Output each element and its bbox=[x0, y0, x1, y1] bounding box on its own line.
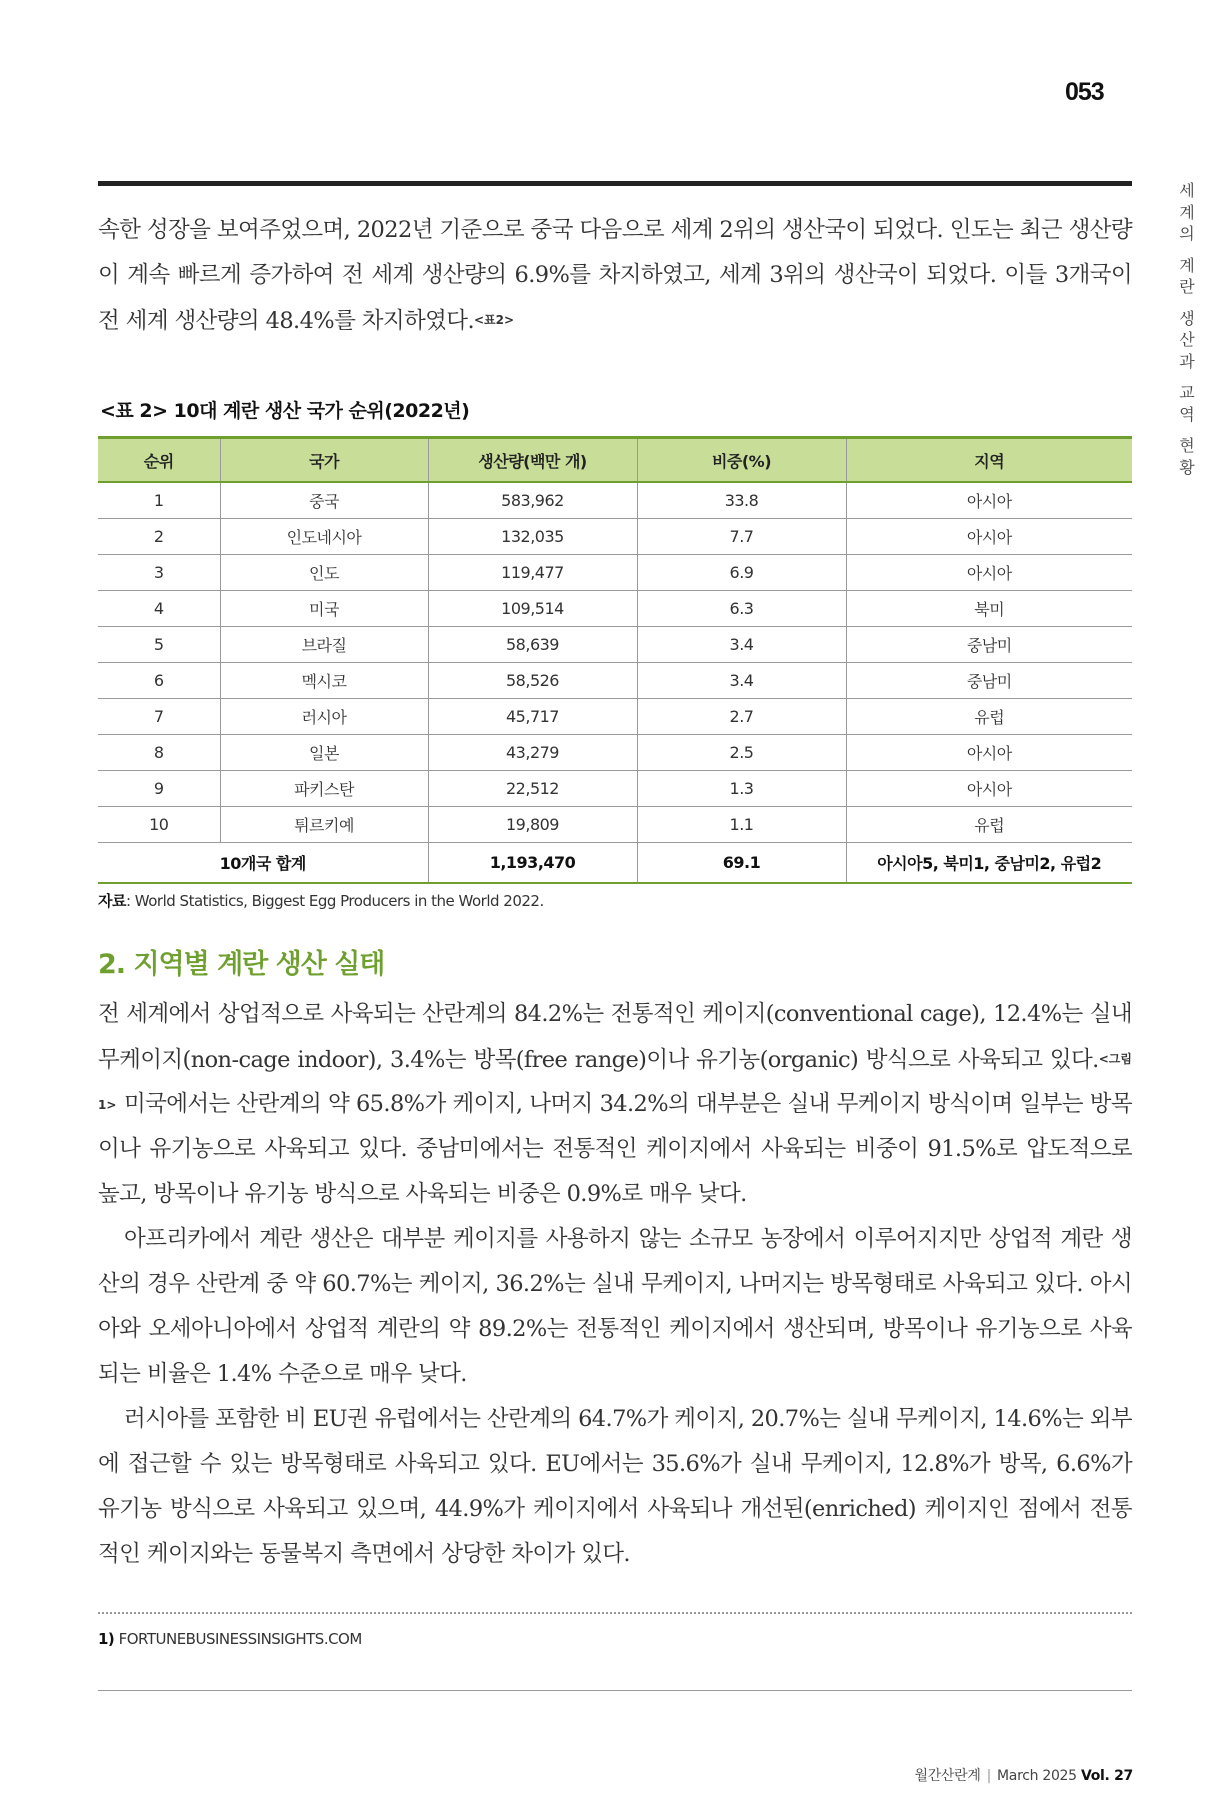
issue-date: March 2025 bbox=[997, 1768, 1077, 1784]
table-cell: 러시아 bbox=[220, 699, 428, 735]
bottom-rule bbox=[98, 1690, 1132, 1691]
table-row bbox=[98, 627, 1132, 663]
table-cell: 58,639 bbox=[428, 627, 637, 663]
table-cell: 북미 bbox=[846, 591, 1132, 627]
table-row bbox=[98, 771, 1132, 807]
column-header: 국가 bbox=[220, 438, 428, 483]
side-label-char: 세 bbox=[1179, 181, 1195, 200]
table-source bbox=[98, 890, 544, 911]
side-label-char: 란 bbox=[1179, 277, 1195, 296]
table-cell: 일본 bbox=[220, 735, 428, 771]
table-cell: 2.7 bbox=[637, 699, 846, 735]
table-cell: 1 bbox=[98, 482, 220, 519]
total-cell: 아시아5, 북미1, 중남미2, 유럽2 bbox=[846, 843, 1132, 884]
table-cell: 브라질 bbox=[220, 627, 428, 663]
section-paragraph-4: 러시아를 포함한 비 EU권 유럽에서는 산란계의 64.7%가 케이지, 20.7%는 실내 무케이지, 14.6%는 외부에 접근할 수 있는 방목형태로 사육되고 있다. EU에서는 35.6%가 실내 무케이지, 12.8%가 방목, 6.6%가 유기농 방식으로 사육되고 있으며, 44.9%가 케이지에서 사육되나 개선된(enriched) 케이지인 점에서 전통적인 케이지와는 동물복지 측면에서 상당한 차이가 있다. bbox=[98, 1406, 1132, 1567]
table-cell: 중남미 bbox=[846, 627, 1132, 663]
table-cell: 6.3 bbox=[637, 591, 846, 627]
table-cell: 1.3 bbox=[637, 771, 846, 807]
table-cell: 인도 bbox=[220, 555, 428, 591]
table-total-row bbox=[98, 843, 1132, 884]
side-label-char: 의 bbox=[1179, 224, 1195, 243]
magazine-name: 월간산란계 bbox=[914, 1768, 981, 1784]
table-cell: 2.5 bbox=[637, 735, 846, 771]
table-cell: 109,514 bbox=[428, 591, 637, 627]
table-cell: 아시아 bbox=[846, 771, 1132, 807]
table-cell: 유럽 bbox=[846, 699, 1132, 735]
table-row bbox=[98, 519, 1132, 555]
footnote-number: 1) bbox=[98, 1630, 115, 1648]
table-cell: 6 bbox=[98, 663, 220, 699]
table-cell: 1.1 bbox=[637, 807, 846, 843]
table-cell: 인도네시아 bbox=[220, 519, 428, 555]
table-cell: 파키스탄 bbox=[220, 771, 428, 807]
table-cell: 8 bbox=[98, 735, 220, 771]
total-cell: 1,193,470 bbox=[428, 843, 637, 884]
table-cell: 튀르키예 bbox=[220, 807, 428, 843]
side-label-char bbox=[1176, 298, 1198, 308]
column-header: 비중(%) bbox=[637, 438, 846, 483]
table-cell: 45,717 bbox=[428, 699, 637, 735]
table-row bbox=[98, 555, 1132, 591]
table-cell: 9 bbox=[98, 771, 220, 807]
table-cell: 중남미 bbox=[846, 663, 1132, 699]
figure-ref: <그림 1> bbox=[98, 1052, 1132, 1112]
table-cell: 2 bbox=[98, 519, 220, 555]
source-text: : World Statistics, Biggest Egg Producers in the World 2022. bbox=[125, 892, 544, 910]
table-cell: 유럽 bbox=[846, 807, 1132, 843]
table-cell: 아시아 bbox=[846, 519, 1132, 555]
table-cell: 43,279 bbox=[428, 735, 637, 771]
table-row bbox=[98, 482, 1132, 519]
page-number: 053 bbox=[1065, 78, 1104, 106]
table-cell: 19,809 bbox=[428, 807, 637, 843]
table-cell: 아시아 bbox=[846, 555, 1132, 591]
footnote bbox=[98, 1630, 362, 1648]
table-cell: 33.8 bbox=[637, 482, 846, 519]
table-cell: 4 bbox=[98, 591, 220, 627]
paragraph-1-text: 전 세계에서 상업적으로 사육되는 산란계의 84.2%는 전통적인 케이지(conventional cage), 12.4%는 실내 무케이지(non-cage indoor), 3.4%는 방목(free range)이나 유기농(organic) 방식으로 사육되고 있다. bbox=[98, 1001, 1132, 1073]
table-header-row bbox=[98, 438, 1132, 483]
egg-production-table bbox=[98, 436, 1132, 884]
side-label-char bbox=[1176, 425, 1198, 435]
side-section-label bbox=[1176, 180, 1198, 478]
column-header: 지역 bbox=[846, 438, 1132, 483]
source-label: 자료 bbox=[98, 892, 126, 910]
intro-text: 속한 성장을 보여주었으며, 2022년 기준으로 중국 다음으로 세계 2위의 생산국이 되었다. 인도는 최근 생산량이 계속 빠르게 증가하여 전 세계 생산량의 6.9%를 차지하였고, 세계 3위의 생산국이 되었다. 이들 3개국이 전 세계 생산량의 48.4%를 차지하였다. bbox=[98, 217, 1132, 334]
table-cell: 멕시코 bbox=[220, 663, 428, 699]
table-cell: 3 bbox=[98, 555, 220, 591]
footer-separator: | bbox=[986, 1768, 992, 1784]
side-label-char: 계 bbox=[1179, 255, 1195, 275]
page-footer bbox=[914, 1765, 1133, 1785]
table-cell: 3.4 bbox=[637, 663, 846, 699]
table-cell: 미국 bbox=[220, 591, 428, 627]
table-row bbox=[98, 663, 1132, 699]
side-label-char: 현 bbox=[1179, 436, 1195, 455]
total-cell: 69.1 bbox=[637, 843, 846, 884]
table-cell: 중국 bbox=[220, 482, 428, 519]
table-cell: 119,477 bbox=[428, 555, 637, 591]
volume: Vol. 27 bbox=[1080, 1768, 1133, 1784]
footnote-text: FORTUNEBUSINESSINSIGHTS.COM bbox=[118, 1630, 362, 1648]
side-label-char: 역 bbox=[1179, 404, 1195, 424]
table-cell: 132,035 bbox=[428, 519, 637, 555]
table-row bbox=[98, 591, 1132, 627]
side-label-char: 생 bbox=[1179, 308, 1195, 328]
table-row bbox=[98, 699, 1132, 735]
table-cell: 58,526 bbox=[428, 663, 637, 699]
footnote-divider bbox=[98, 1612, 1132, 1614]
table-cell: 22,512 bbox=[428, 771, 637, 807]
table-ref: <표2> bbox=[474, 313, 515, 327]
table-cell: 5 bbox=[98, 627, 220, 663]
table-cell: 10 bbox=[98, 807, 220, 843]
side-label-char: 산 bbox=[1179, 330, 1195, 349]
table-row bbox=[98, 735, 1132, 771]
table-cell: 아시아 bbox=[846, 482, 1132, 519]
section-title: 2. 지역별 계란 생산 실태 bbox=[98, 949, 385, 980]
table-cell: 3.4 bbox=[637, 627, 846, 663]
section-paragraph-2: 미국에서는 산란계의 약 65.8%가 케이지, 나머지 34.2%의 대부분은 실내 무케이지 방식이며 일부는 방목이나 유기농으로 사육되고 있다. 중남미에서는 전통적인 케이지에서 사육되는 비중이 91.5%로 압도적으로 높고, 방목이나 유기농 방식으로 사육되는 비중은 0.9%로 매우 낮다. bbox=[98, 1091, 1132, 1207]
side-label-char bbox=[1176, 245, 1198, 255]
column-header: 생산량(백만 개) bbox=[428, 438, 637, 483]
table-cell: 583,962 bbox=[428, 482, 637, 519]
table-cell: 6.9 bbox=[637, 555, 846, 591]
table-row bbox=[98, 807, 1132, 843]
intro-paragraph bbox=[98, 208, 1132, 344]
column-header: 순위 bbox=[98, 438, 220, 483]
total-cell: 10개국 합계 bbox=[98, 843, 428, 884]
side-label-char: 교 bbox=[1179, 383, 1195, 402]
table-cell: 7 bbox=[98, 699, 220, 735]
section-paragraph-3: 아프리카에서 계란 생산은 대부분 케이지를 사용하지 않는 소규모 농장에서 이루어지지만 상업적 계란 생산의 경우 산란계 중 약 60.7%는 케이지, 36.2%는 실내 무케이지, 나머지는 방목형태로 사육되고 있다. 아시아와 오세아니아에서 상업적 계란의 약 89.2%는 전통적인 케이지에서 생산되며, 방목이나 유기농으로 사육되는 비율은 1.4% 수준으로 매우 낮다. bbox=[98, 1226, 1132, 1387]
side-label-char: 과 bbox=[1179, 351, 1195, 371]
table-cell: 7.7 bbox=[637, 519, 846, 555]
table-cell: 아시아 bbox=[846, 735, 1132, 771]
side-label-char: 계 bbox=[1179, 202, 1195, 222]
table-title: <표 2> 10대 계란 생산 국가 순위(2022년) bbox=[100, 400, 470, 422]
side-label-char: 황 bbox=[1179, 457, 1195, 477]
top-rule bbox=[98, 181, 1132, 186]
side-label-char bbox=[1176, 372, 1198, 382]
